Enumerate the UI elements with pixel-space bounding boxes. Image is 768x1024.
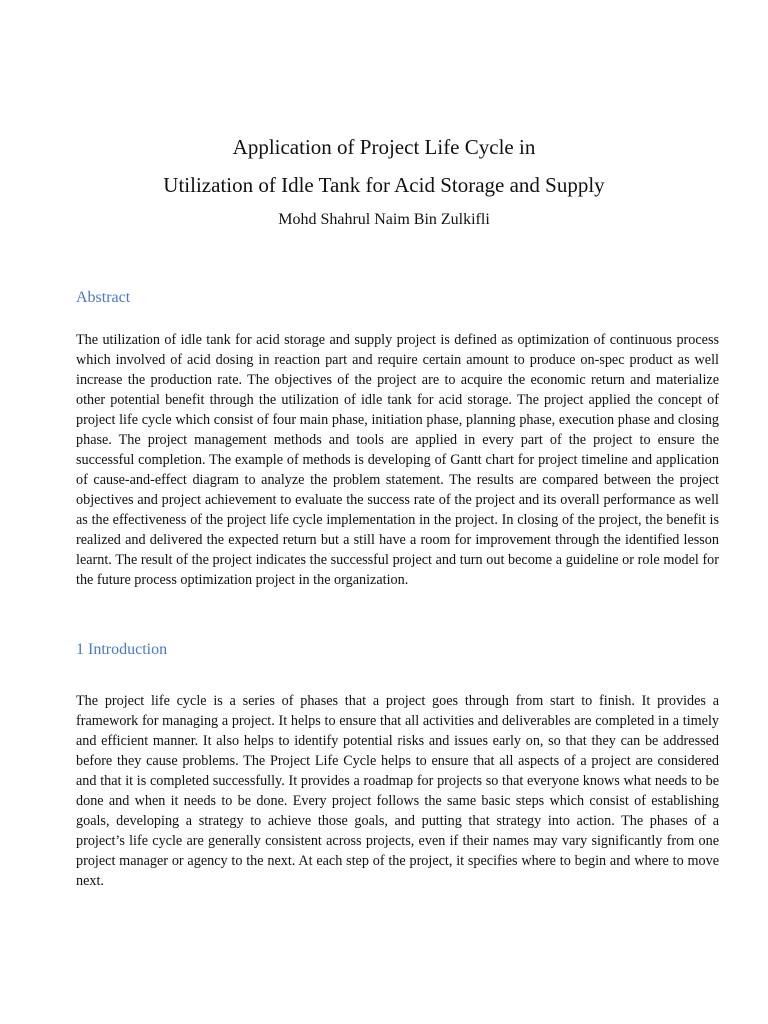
abstract-heading: Abstract [76, 289, 131, 306]
author-name: Mohd Shahrul Naim Bin Zulkifli [278, 211, 490, 228]
introduction-body: The project life cycle is a series of phases that a project goes through from start to finish. It provides a framework for managing a project. It helps to ensure that all activities and deliverables are completed in a timely and efficient manner. It also helps to identify potential risks and issues early on, so that they can be addressed before they cause problems. The Project Life Cycle helps to ensure that all aspects of a project are considered and that it is completed successfully. It provides a roadmap for projects so that everyone knows what needs to be done and when it needs to be done. Every project follows the same basic steps which consist of establishing goals, developing a strategy to achieve those goals, and putting that strategy into action. The phases of a project’s life cycle are generally consistent across projects, even if their names may vary significantly from one project manager or agency to the next. At each step of the project, it specifies where to begin and where to move next. [76, 693, 719, 889]
paper-title-line-2: Utilization of Idle Tank for Acid Storage and Supply [163, 173, 605, 197]
abstract-body: The utilization of idle tank for acid storage and supply project is defined as optimization of continuous process which involved of acid dosing in reaction part and require certain amount to produce on-spec product as well increase the production rate. The objectives of the project are to acquire the economic return and materialize other potential benefit through the utilization of idle tank for acid storage. The project applied the concept of project life cycle which consist of four main phase, initiation phase, planning phase, execution phase and closing phase. The project management methods and tools are applied in every part of the project to ensure the successful completion. The example of methods is developing of Gantt chart for project timeline and application of cause-and-effect diagram to analyze the problem statement. The results are compared between the project objectives and project achievement to evaluate the success rate of the project and its overall performance as well as the effectiveness of the project life cycle implementation in the project. In closing of the project, the benefit is realized and delivered the expected return but a still have a room for improvement through the identified lesson learnt. The result of the project indicates the successful project and turn out become a guideline or role model for the future process optimization project in the organization. [76, 332, 719, 588]
introduction-heading: 1 Introduction [76, 641, 168, 658]
paper-title-line-1: Application of Project Life Cycle in [232, 135, 536, 159]
